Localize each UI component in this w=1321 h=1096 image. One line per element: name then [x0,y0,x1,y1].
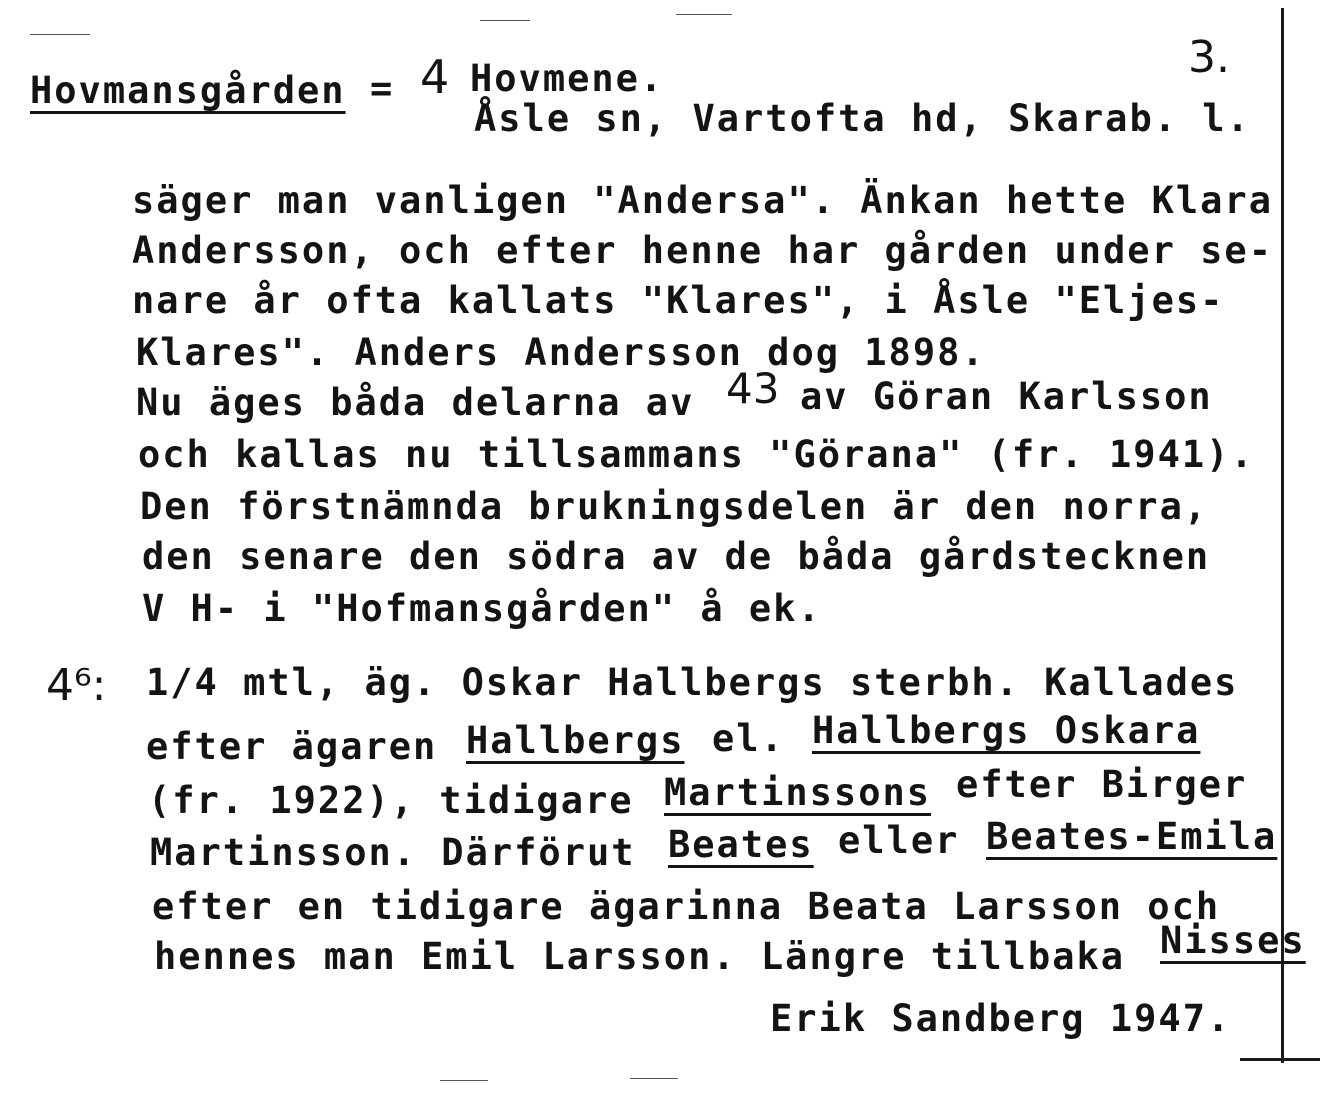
name-hallbergs-oskara: Hallbergs Oskara [812,709,1201,752]
body-line-4: Klares". Anders Andersson dog 1898. [136,331,986,374]
card-right-edge [1281,8,1284,1063]
name-hallbergs: Hallbergs [466,719,685,762]
body-line-6: och kallas nu tillsammans "Görana" (fr. 1941). [138,433,1255,476]
section2-line-4a: Martinsson. Därförut [150,831,636,874]
section2-line-2a: efter ägaren [146,725,438,768]
section2-line-6a: hennes man Emil Larsson. Längre tillbaka [154,935,1126,978]
page-number: 3. [1188,32,1230,83]
name-beates-emila: Beates-Emila [986,815,1278,858]
scan-speck [480,20,530,21]
body-line-2: Andersson, och efter henne har gården under se- [132,229,1273,272]
body-line-5-number: 43 [726,364,780,413]
signature: Erik Sandberg 1947. [770,997,1232,1040]
section2-line-2b: el. [712,717,785,760]
name-beates: Beates [668,823,814,866]
body-line-3: nare år ofta kallats "Klares", i Åsle "Eljes- [132,279,1225,322]
section2-line-3b: efter Birger [956,763,1248,806]
section2-line-3a: (fr. 1922), tidigare [148,779,634,822]
section2-line-1: 1/4 mtl, äg. Oskar Hallbergs sterbh. Kallades [146,661,1239,704]
body-line-8: den senare den södra av de båda gårdstecknen [142,535,1211,578]
equals-sign: = [370,67,395,110]
body-line-9: V H- i "Hofmansgården" å ek. [142,587,822,630]
card-bottom-edge [1240,1058,1320,1061]
body-line-5b: av Göran Karlsson [800,375,1213,418]
body-line-1: säger man vanligen "Andersa". Änkan hette Klara [132,179,1273,222]
scan-speck [676,14,732,15]
section2-line-4b: eller [838,819,960,862]
scan-speck [30,34,90,35]
name-martinssons: Martinssons [664,771,932,814]
section-marker: 4⁶: [46,660,107,711]
alternate-name: Hovmene. [470,57,665,100]
parcel-number: 4 [420,50,450,104]
body-line-7: Den förstnämnda brukningsdelen är den norra, [140,485,1209,528]
section2-line-5: efter en tidigare ägarinna Beata Larsson och [152,885,1221,928]
body-line-5a: Nu äges båda delarna av [136,381,695,424]
scan-speck [630,1078,678,1079]
name-nisses: Nisses [1160,919,1306,962]
scan-speck [440,1080,488,1081]
place-title: Hovmansgården [30,69,346,112]
location-line: Åsle sn, Vartofta hd, Skarab. l. [474,97,1251,140]
